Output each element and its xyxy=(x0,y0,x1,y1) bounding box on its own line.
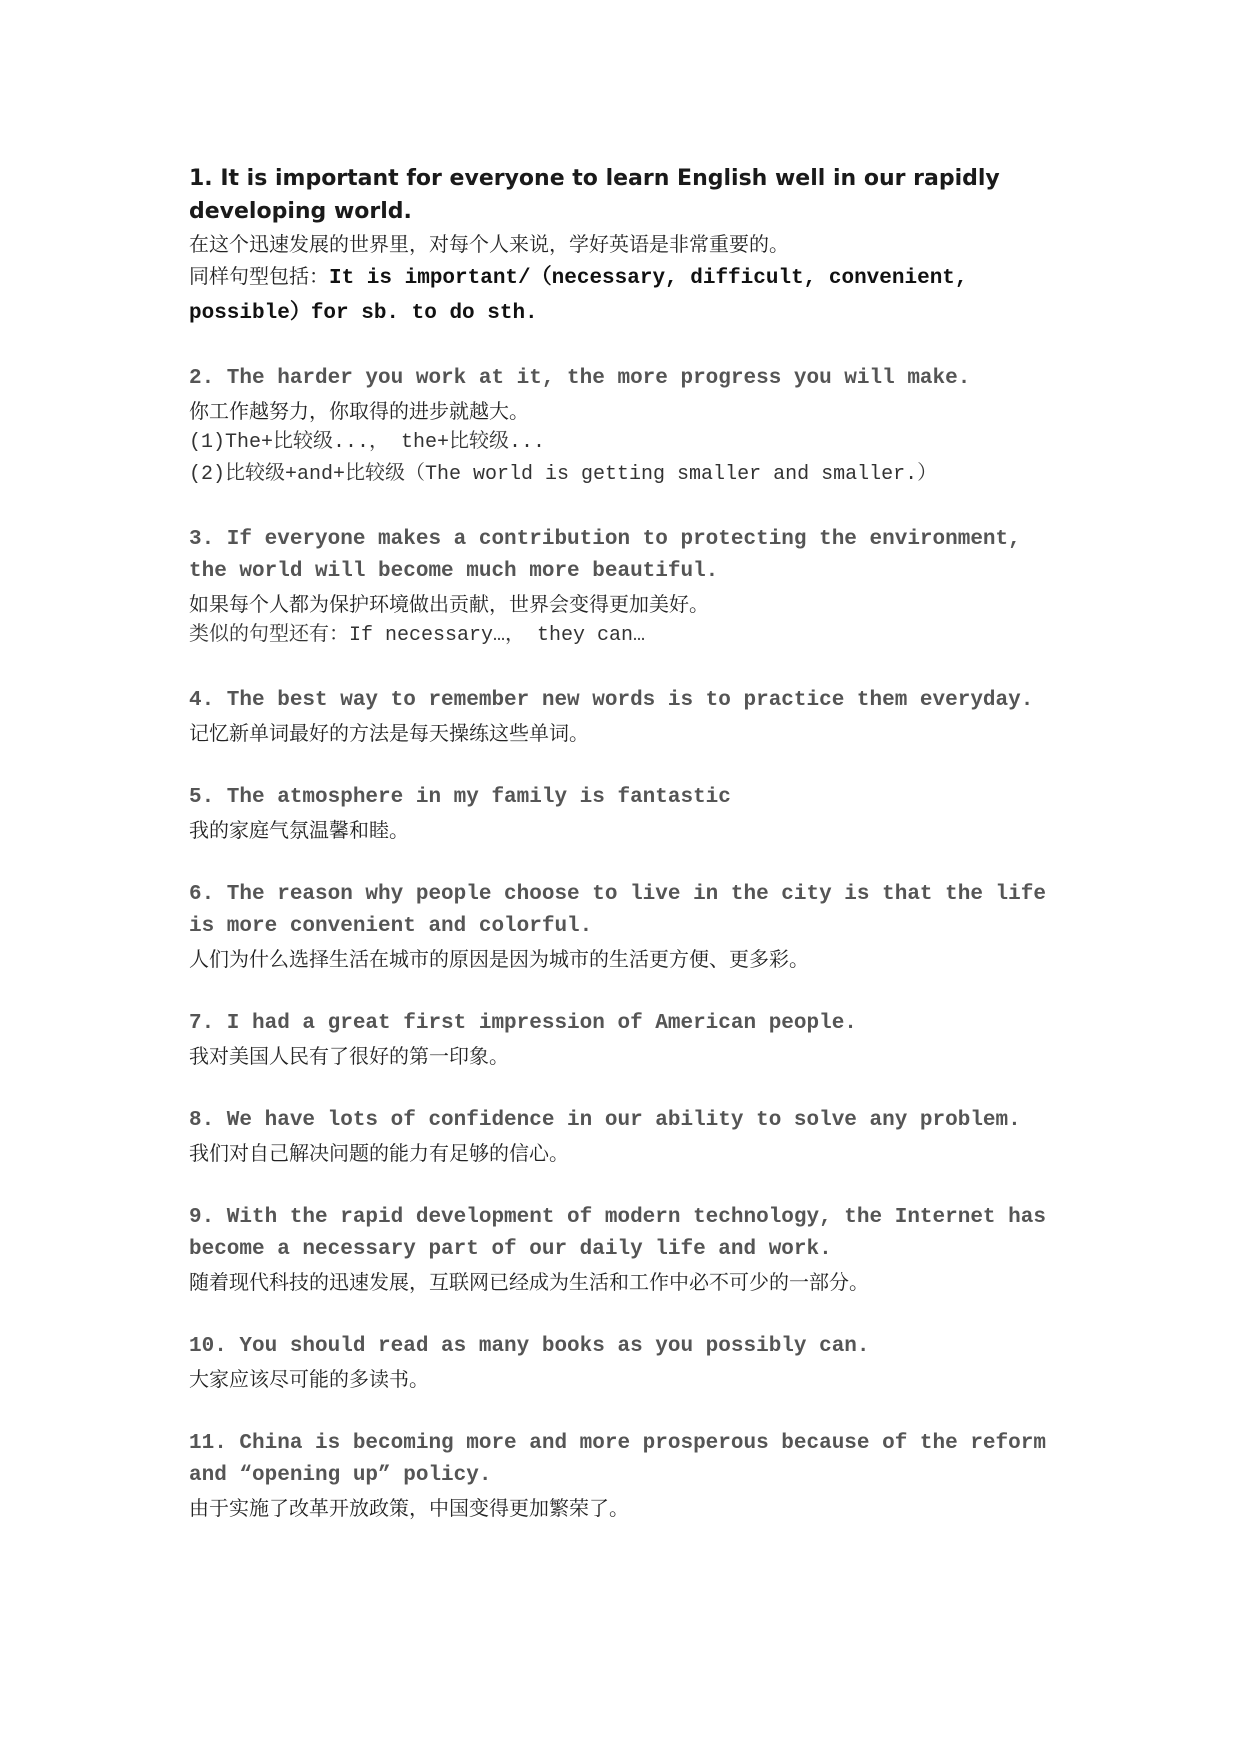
sentence-item-9 xyxy=(189,1202,1069,1298)
pattern-note-prefix: 同样句型包括： xyxy=(189,264,329,288)
chinese-translation: 大家应该尽可能的多读书。 xyxy=(189,1367,429,1391)
english-sentence: 5. The atmosphere in my family is fantastic xyxy=(189,786,731,809)
chinese-translation: 我们对自己解决问题的能力有足够的信心。 xyxy=(189,1141,569,1165)
english-sentence: 10. You should read as many books as you possibly can. xyxy=(189,1335,870,1358)
chinese-translation: 我的家庭气氛温馨和睦。 xyxy=(189,818,409,842)
english-sentence: 2. The harder you work at it, the more progress you will make. xyxy=(189,367,971,390)
sentence-item-7 xyxy=(189,1008,1069,1072)
grammar-note-2: (2)比较级+and+比较级（The world is getting smaller and smaller.） xyxy=(189,463,938,486)
english-sentence: 11. China is becoming more and more prosperous because of the reform and “opening up” policy. xyxy=(189,1432,1059,1487)
chinese-translation: 由于实施了改革开放政策，中国变得更加繁荣了。 xyxy=(189,1496,629,1520)
sentence-item-5 xyxy=(189,782,1069,846)
sentence-item-3 xyxy=(189,524,1069,652)
chinese-translation: 人们为什么选择生活在城市的原因是因为城市的生活更方便、更多彩。 xyxy=(189,947,809,971)
english-sentence: 3. If everyone makes a contribution to protecting the environment, the world will become much more beautiful. xyxy=(189,528,1034,583)
english-sentence: 9. With the rapid development of modern technology, the Internet has become a necessary part of our daily life and work. xyxy=(189,1206,1059,1261)
sentence-item-4 xyxy=(189,685,1069,749)
english-sentence: 7. I had a great first impression of American people. xyxy=(189,1012,857,1035)
sentence-item-2 xyxy=(189,363,1069,491)
sentence-item-8 xyxy=(189,1105,1069,1169)
english-sentence: 6. The reason why people choose to live in the city is that the life is more convenient and colorful. xyxy=(189,883,1059,938)
english-sentence: 1. It is important for everyone to learn English well in our rapidly developing world. xyxy=(189,166,1000,224)
english-sentence: 8. We have lots of confidence in our ability to solve any problem. xyxy=(189,1109,1021,1132)
english-sentence: 4. The best way to remember new words is to practice them everyday. xyxy=(189,689,1034,712)
sentence-item-1 xyxy=(189,162,1069,330)
pattern-note: 类似的句型还有：If necessary…， they can… xyxy=(189,624,646,647)
chinese-translation: 在这个迅速发展的世界里，对每个人来说，学好英语是非常重要的。 xyxy=(189,232,789,256)
document-page xyxy=(189,162,1069,1557)
chinese-translation: 你工作越努力，你取得的进步就越大。 xyxy=(189,399,529,423)
chinese-translation: 我对美国人民有了很好的第一印象。 xyxy=(189,1044,509,1068)
pattern-note xyxy=(189,260,1069,330)
chinese-translation: 随着现代科技的迅速发展，互联网已经成为生活和工作中必不可少的一部分。 xyxy=(189,1270,869,1294)
sentence-item-6 xyxy=(189,879,1069,975)
chinese-translation: 记忆新单词最好的方法是每天操练这些单词。 xyxy=(189,721,589,745)
chinese-translation: 如果每个人都为保护环境做出贡献，世界会变得更加美好。 xyxy=(189,592,709,616)
sentence-item-11 xyxy=(189,1428,1069,1524)
pattern-note-text: It is important/（necessary, difficult, convenient, possible）for sb. to do sth. xyxy=(189,267,968,325)
grammar-note-1: (1)The+比较级...， the+比较级... xyxy=(189,431,546,454)
sentence-item-10 xyxy=(189,1331,1069,1395)
